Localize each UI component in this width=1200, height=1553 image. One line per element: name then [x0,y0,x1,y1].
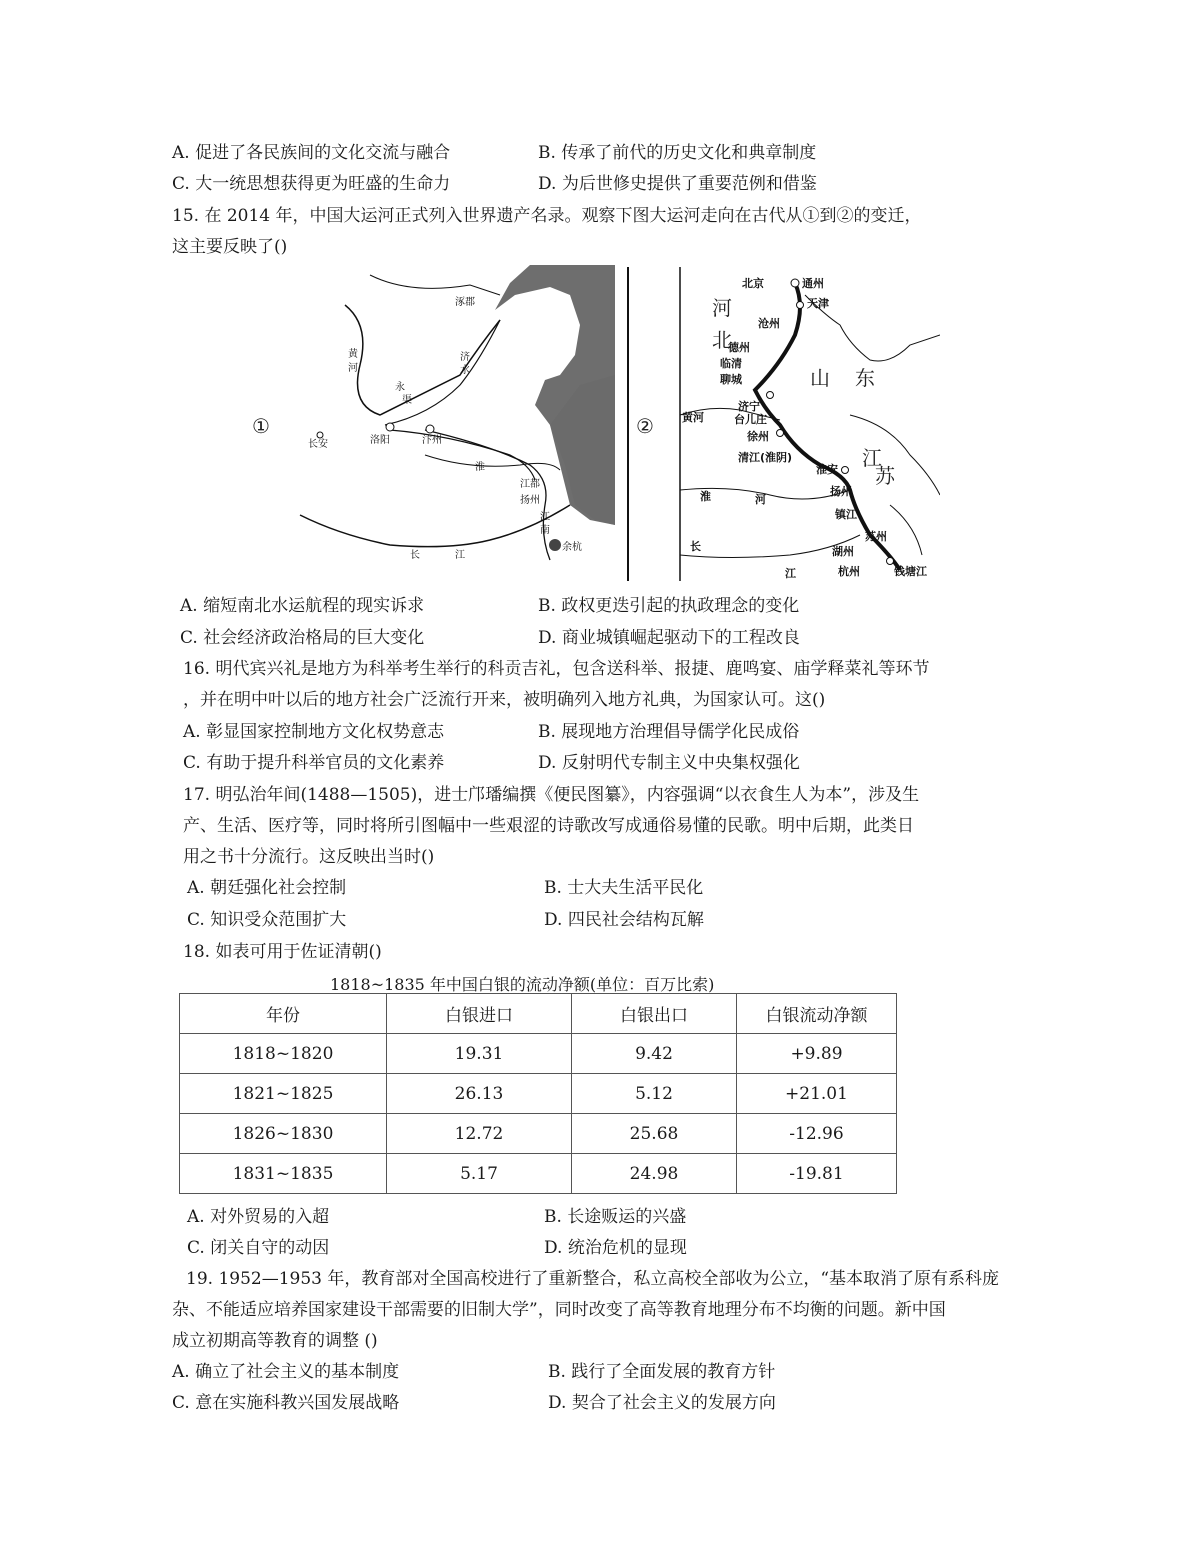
map2-city-xuzhou: 徐州 [747,430,769,443]
table-row [180,1034,897,1074]
map2-city-qingjiang: 清江(淮阴) [738,451,793,464]
q19-option-a: A. 确立了社会主义的基本制度 [172,1362,400,1382]
silver-flow-table [179,993,897,1194]
q18-option-b: B. 长途贩运的兴盛 [544,1207,687,1227]
map2-region-bei: 北 [712,328,732,352]
map1-huai [425,455,560,470]
map2-river-chang: 长 [690,540,701,553]
q15-option-c: C. 社会经济政治格局的巨大变化 [180,628,425,648]
map2-city-tongzhou: 通州 [802,277,824,290]
map1-label-huai: 淮 [475,462,485,473]
map2-city-suzhou: 苏州 [865,530,887,543]
map1-canal-north [385,320,500,425]
q19-stem-line1: 19. 1952—1953 年，教育部对全国高校进行了重新整合，私立高校全部收为公立，“基本取消了原有系科庞 [186,1269,1000,1289]
q18-option-c: C. 闭关自守的动因 [187,1238,330,1258]
map2-region-shan: 山 [810,366,830,390]
table-row [180,1114,897,1154]
map1-yangtze [300,505,570,547]
map1-marker: ① [252,414,270,438]
q15-option-a: A. 缩短南北水运航程的现实诉求 [180,596,425,616]
q17-option-d: D. 四民社会结构瓦解 [544,910,704,930]
q14-option-b: B. 传承了前代的历史文化和典章制度 [538,143,817,163]
map1-bian-canal [390,430,535,480]
table-header-row [180,994,897,1034]
q16-option-b: B. 展现地方治理倡导儒学化民成俗 [538,722,800,742]
map1-label-luoyang: 洛阳 [370,435,390,446]
q16-stem-line1: 16. 明代宾兴礼是地方为科举考生举行的科贡吉礼，包含送科举、报捷、鹿鸣宴、庙学释菜礼等环节 [183,659,930,679]
q14-option-c: C. 大一统思想获得更为旺盛的生命力 [172,174,451,194]
map2-city-yangzhou: 扬州 [830,485,852,498]
map2-river-huai: 淮 [700,490,711,503]
table-row [180,1074,897,1114]
map2-city-cangzhou: 沧州 [758,317,780,330]
table-caption: 1818~1835 年中国白银的流动净额(单位：百万比索) [330,975,715,994]
map1-label-bianzhou: 汴州 [422,435,442,446]
table-cell: +21.01 [737,1074,897,1114]
map2-city-huzhou: 湖州 [832,545,854,558]
q17-option-a: A. 朝廷强化社会控制 [187,878,347,898]
table-cell: 9.42 [572,1034,737,1074]
map2-city-jining: 济宁 [738,400,760,413]
q18-option-d: D. 统治危机的显现 [544,1238,687,1258]
map1-label-he: 河 [348,363,358,374]
q19-option-b: B. 践行了全面发展的教育方针 [548,1362,776,1382]
map2-region-he: 河 [712,296,732,320]
q16-stem-line2: ，并在明中叶以后的地方社会广泛流行开来，被明确列入地方礼典，为国家认可。这() [183,690,826,710]
q15-option-d: D. 商业城镇崛起驱动下的工程改良 [538,628,800,648]
map1-yellow-river [345,305,500,415]
map2-coast [805,295,940,555]
map1-label-huang: 黄 [348,349,358,360]
q19-option-d: D. 契合了社会主义的发展方向 [548,1393,776,1413]
q19-stem-line2: 杂、不能适应培养国家建设干部需要的旧制大学”，同时改变了高等教育地理分布不均衡的问题。新中国 [172,1300,946,1320]
map1-label-yuhang: 余杭 [562,542,582,553]
map2-marker: ② [636,414,654,438]
map2-river-jiang: 江 [785,567,796,580]
table-cell: 1818~1820 [180,1034,387,1074]
table-header-year: 年份 [180,994,387,1034]
map1-label-qu: 渠 [402,395,412,406]
map-grand-canal [636,276,940,580]
q19-option-c: C. 意在实施科教兴国发展战略 [172,1393,400,1413]
map2-region-su: 苏 [875,464,895,488]
q16-option-a: A. 彰显国家控制地方文化权势意志 [183,722,445,742]
map2-region-dong: 东 [855,366,875,390]
map1-label-jiangdu: 江都 [520,479,540,490]
table-cell: -19.81 [737,1154,897,1194]
map1-label-ji: 济 [460,352,470,363]
map2-city-hangzhou: 杭州 [838,565,860,578]
q17-option-c: C. 知识受众范围扩大 [187,910,347,930]
table-cell: -12.96 [737,1114,897,1154]
table-row [180,1154,897,1194]
map2-city-qiantangjiang: 钱塘江 [894,565,927,578]
q16-option-d: D. 反射明代专制主义中央集权强化 [538,753,800,773]
map2-city-linqing: 临清 [720,357,742,370]
map1-label-yong: 永 [395,382,405,393]
table-cell: 25.68 [572,1114,737,1154]
map1-label-changan: 长安 [308,439,328,450]
q14-option-d: D. 为后世修史提供了重要范例和借鉴 [538,174,817,194]
map1-label-chang: 长 [410,550,420,561]
map1-outline [370,275,500,295]
q17-stem-line2: 产、生活、医疗等，同时将所引图幅中一些艰涩的诗歌改写成通俗易懂的民歌。明中后期，此类日 [183,816,914,836]
map1-label-shui: 水 [460,365,470,376]
table-header-import: 白银进口 [387,994,572,1034]
table-cell: 1821~1825 [180,1074,387,1114]
map-sui-canal [252,265,615,561]
table-cell: 5.17 [387,1154,572,1194]
map2-river-huanghe: 黄河 [682,411,704,424]
map2-city-zhenjiang: 镇江 [835,508,857,521]
q16-option-c: C. 有助于提升科举官员的文化素养 [183,753,445,773]
table-cell: 19.31 [387,1034,572,1074]
map2-city-tianjin: 天津 [807,297,829,310]
map2-region-jiang: 江 [862,446,882,470]
map1-label-zhuojun: 涿郡 [455,297,475,308]
q18-option-a: A. 对外贸易的入超 [187,1207,330,1227]
map1-label-nan: 南 [540,525,550,536]
q15-stem-line1: 15. 在 2014 年，中国大运河正式列入世界遗产名录。观察下图大运河走向在古代从①到②的变迁， [172,206,922,226]
table-cell: 5.12 [572,1074,737,1114]
table-cell: +9.89 [737,1034,897,1074]
map1-label-yangzhou: 扬州 [520,495,540,506]
map2-city-liaocheng: 聊城 [720,373,742,386]
map2-city-taierzhuang: 台儿庄 [734,413,767,426]
map1-label-jiang2: 江 [455,550,465,561]
map1-label-jiang: 江 [540,512,550,523]
q17-stem-line3: 用之书十分流行。这反映出当时() [183,847,435,867]
q14-option-a: A. 促进了各民族间的文化交流与融合 [172,143,451,163]
map2-city-dezhou: 德州 [728,341,750,354]
canal-map-figure [250,265,940,583]
table-header-export: 白银出口 [572,994,737,1034]
q15-option-b: B. 政权更迭引起的执政理念的变化 [538,596,800,616]
table-cell: 1826~1830 [180,1114,387,1154]
q17-stem-line1: 17. 明弘治年间(1488—1505)，进士邝璠编撰《便民图纂》，内容强调“以衣食生人为本”，涉及生 [183,785,920,805]
table-cell: 1831~1835 [180,1154,387,1194]
map2-river-he: 河 [755,493,766,506]
map2-city-beijing: 北京 [742,277,764,290]
q19-stem-line3: 成立初期高等教育的调整 () [172,1331,378,1351]
table-cell: 24.98 [572,1154,737,1194]
table-header-net: 白银流动净额 [737,994,897,1034]
q15-stem-line2: 这主要反映了() [172,237,288,257]
q18-stem: 18. 如表可用于佐证清朝() [183,942,382,962]
table-cell: 26.13 [387,1074,572,1114]
q17-option-b: B. 士大夫生活平民化 [544,878,704,898]
map2-city-huaian: 淮安 [816,463,838,476]
table-cell: 12.72 [387,1114,572,1154]
